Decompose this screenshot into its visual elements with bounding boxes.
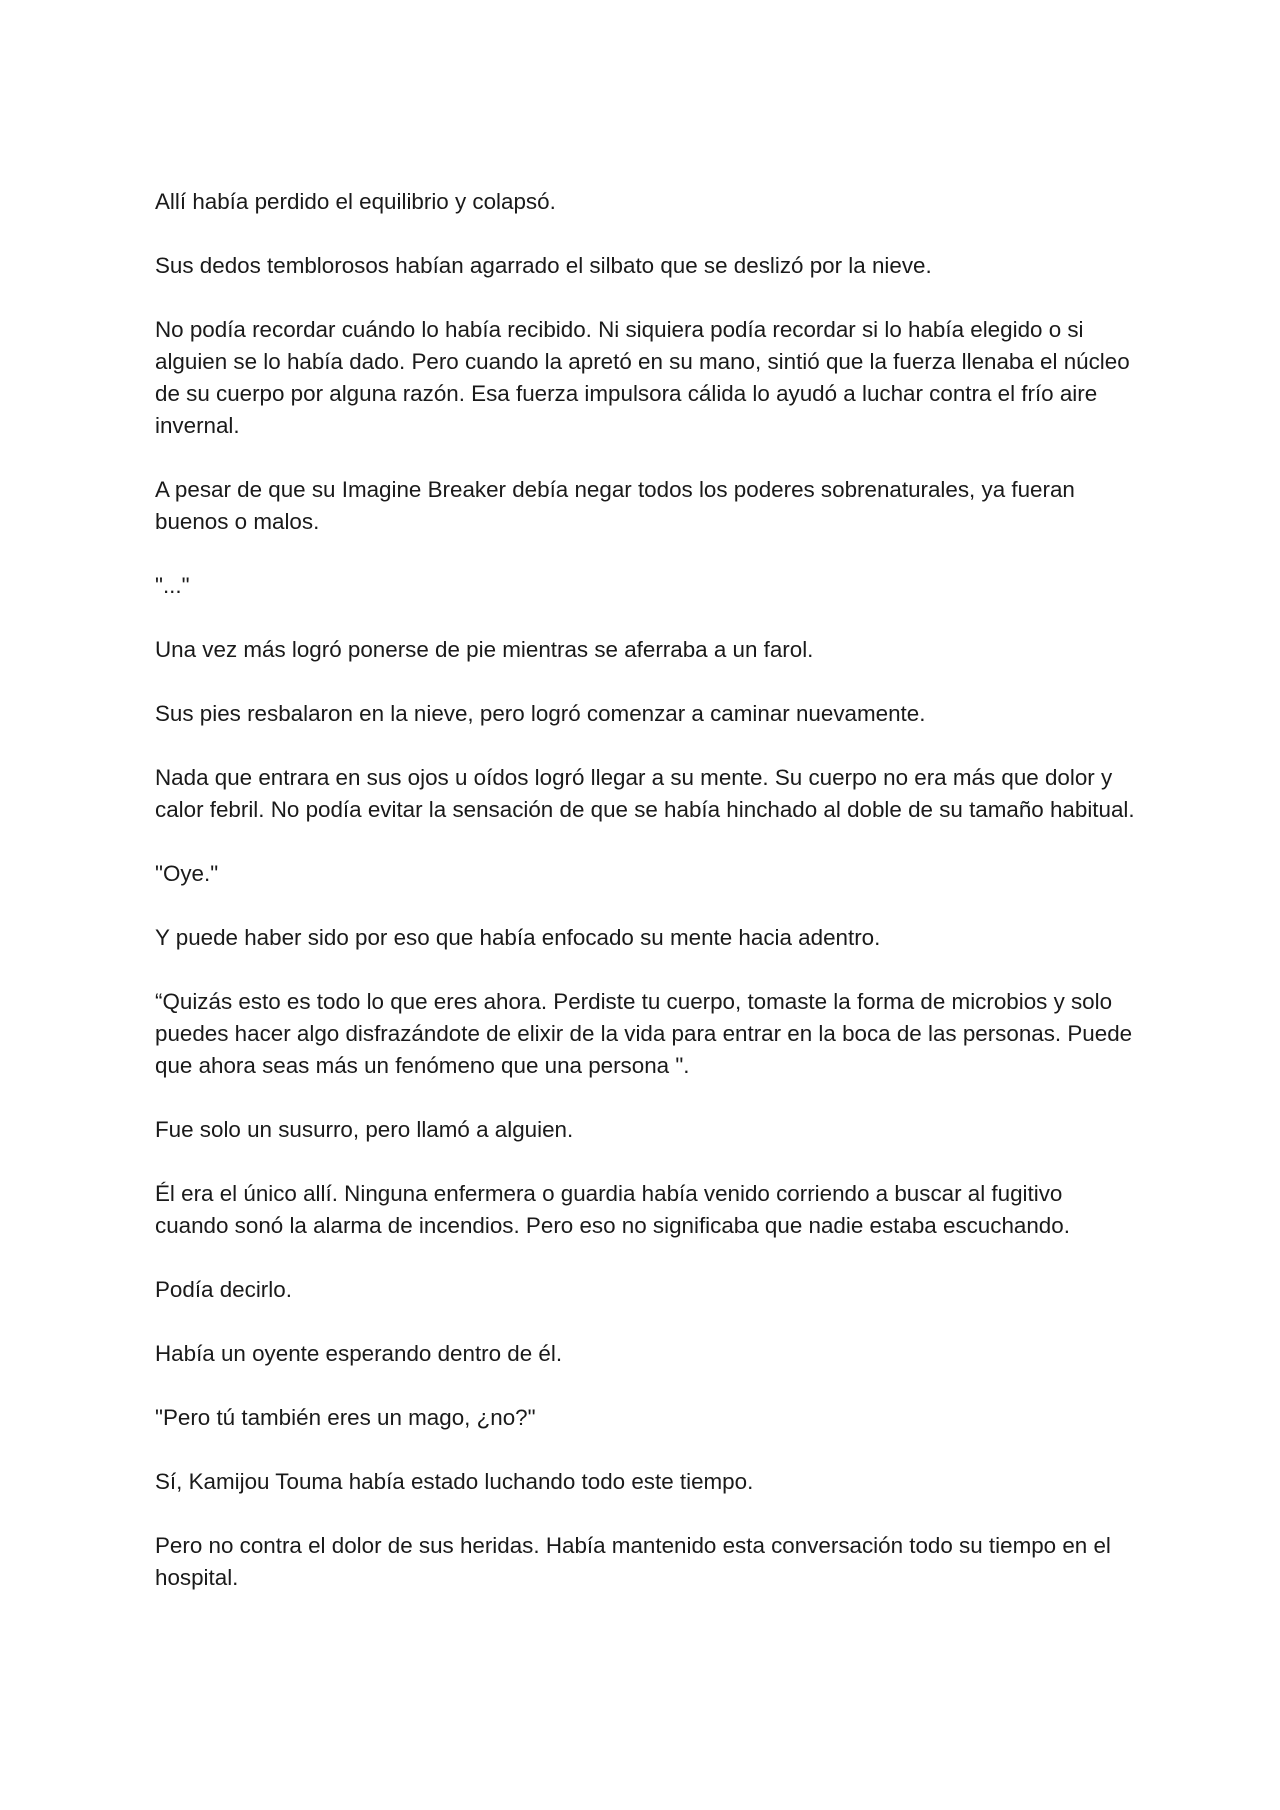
paragraph-2: Sus dedos temblorosos habían agarrado el silbato que se deslizó por la nieve. xyxy=(155,253,932,278)
paragraph-6: Una vez más logró ponerse de pie mientras se aferraba a un farol. xyxy=(155,637,814,662)
paragraph-4: A pesar de que su Imagine Breaker debía negar todos los poderes sobrenaturales, ya fueran buenos o malos. xyxy=(155,477,1075,534)
document-body xyxy=(155,186,1135,1626)
paragraph-8: Nada que entrara en sus ojos u oídos logró llegar a su mente. Su cuerpo no era más que dolor y calor febril. No podía evitar la sensación de que se había hinchado al doble de su tamaño habitual. xyxy=(155,765,1135,822)
paragraph-18: Pero no contra el dolor de sus heridas. Había mantenido esta conversación todo su tiempo en el hospital. xyxy=(155,1533,1111,1590)
paragraph-1: Allí había perdido el equilibrio y colapsó. xyxy=(155,189,556,214)
paragraph-3: No podía recordar cuándo lo había recibido. Ni siquiera podía recordar si lo había elegido o si alguien se lo había dado. Pero cuando la apretó en su mano, sintió que la fuerza llenaba el núcleo de su cuerpo por alguna razón. Esa fuerza impulsora cálida lo ayudó a luchar contra el frío aire invernal. xyxy=(155,317,1130,438)
paragraph-7: Sus pies resbalaron en la nieve, pero logró comenzar a caminar nuevamente. xyxy=(155,701,926,726)
paragraph-5: "..." xyxy=(155,573,190,598)
paragraph-15: Había un oyente esperando dentro de él. xyxy=(155,1341,563,1366)
paragraph-9: "Oye." xyxy=(155,861,219,886)
paragraph-16: "Pero tú también eres un mago, ¿no?" xyxy=(155,1405,536,1430)
paragraph-10: Y puede haber sido por eso que había enfocado su mente hacia adentro. xyxy=(155,925,881,950)
paragraph-13: Él era el único allí. Ninguna enfermera o guardia había venido corriendo a buscar al fugitivo cuando sonó la alarma de incendios. Pero eso no significaba que nadie estaba escuchando. xyxy=(155,1181,1070,1238)
paragraph-17: Sí, Kamijou Touma había estado luchando todo este tiempo. xyxy=(155,1469,754,1494)
paragraph-14: Podía decirlo. xyxy=(155,1277,292,1302)
paragraph-11: “Quizás esto es todo lo que eres ahora. Perdiste tu cuerpo, tomaste la forma de microbios y solo puedes hacer algo disfrazándote de elixir de la vida para entrar en la boca de las personas. Puede que ahora seas más un fenómeno que una persona ". xyxy=(155,989,1133,1078)
paragraph-12: Fue solo un susurro, pero llamó a alguien. xyxy=(155,1117,574,1142)
